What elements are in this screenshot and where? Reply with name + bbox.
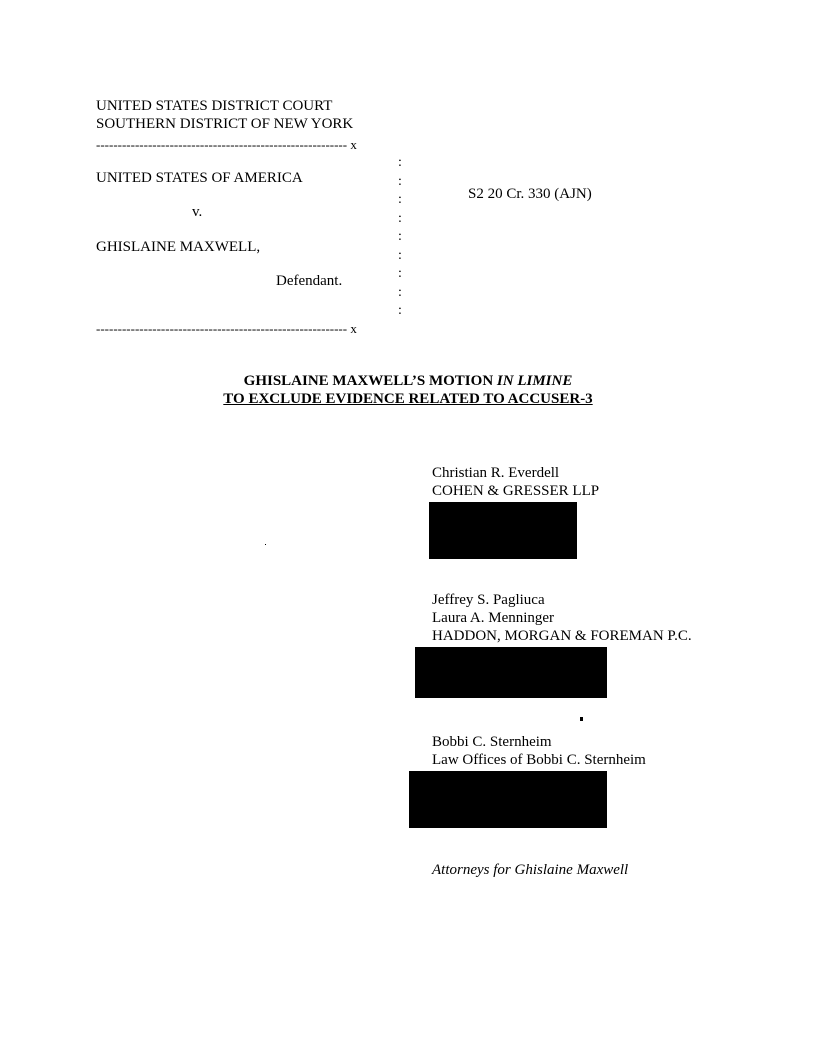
document-title-line2: TO EXCLUDE EVIDENCE RELATED TO ACCUSER-3	[223, 391, 593, 407]
caption-defendant-label: Defendant.	[276, 273, 343, 289]
caption-plaintiff: UNITED STATES OF AMERICA	[96, 170, 303, 186]
attorneys-for: Attorneys for Ghislaine Maxwell	[432, 862, 629, 878]
counsel-2-firm: HADDON, MORGAN & FOREMAN P.C.	[432, 628, 692, 644]
redaction-box	[429, 502, 577, 559]
counsel-2-name-1: Jeffrey S. Pagliuca	[432, 592, 545, 608]
stray-mark	[265, 544, 266, 545]
document-title-line1	[0, 373, 816, 390]
counsel-2-name-2: Laura A. Menninger	[432, 610, 555, 626]
caption-colon: :	[398, 192, 402, 207]
caption-defendant-name: GHISLAINE MAXWELL,	[96, 239, 261, 255]
redaction-box	[415, 647, 607, 698]
caption-colon: :	[398, 303, 402, 318]
counsel-1-firm: COHEN & GRESSER LLP	[432, 483, 600, 499]
document-title-italic: IN LIMINE	[496, 373, 573, 389]
court-name-line1: UNITED STATES DISTRICT COURT	[96, 98, 333, 114]
counsel-3-firm: Law Offices of Bobbi C. Sternheim	[432, 752, 646, 768]
caption-colon: :	[398, 155, 402, 170]
caption-versus: v.	[192, 204, 203, 220]
caption-colon: :	[398, 247, 402, 263]
counsel-1-name: Christian R. Everdell	[432, 465, 560, 481]
case-number: S2 20 Cr. 330 (AJN)	[468, 186, 592, 202]
caption-colon: :	[398, 173, 402, 189]
caption-colon: :	[398, 266, 402, 281]
caption-colon: :	[398, 229, 402, 244]
caption-colon: :	[398, 210, 402, 226]
redaction-box	[409, 771, 607, 828]
court-name-line2: SOUTHERN DISTRICT OF NEW YORK	[96, 116, 354, 132]
stray-mark	[580, 717, 583, 721]
caption-colon: :	[398, 284, 402, 300]
document-title-prefix: GHISLAINE MAXWELL’S MOTION	[243, 373, 497, 389]
caption-divider-top: ---------------------------------------------------------- x	[96, 137, 357, 152]
caption-divider-bottom: ---------------------------------------------------------- x	[96, 321, 357, 336]
caption-colon-column	[398, 154, 406, 321]
counsel-3-name: Bobbi C. Sternheim	[432, 734, 552, 750]
